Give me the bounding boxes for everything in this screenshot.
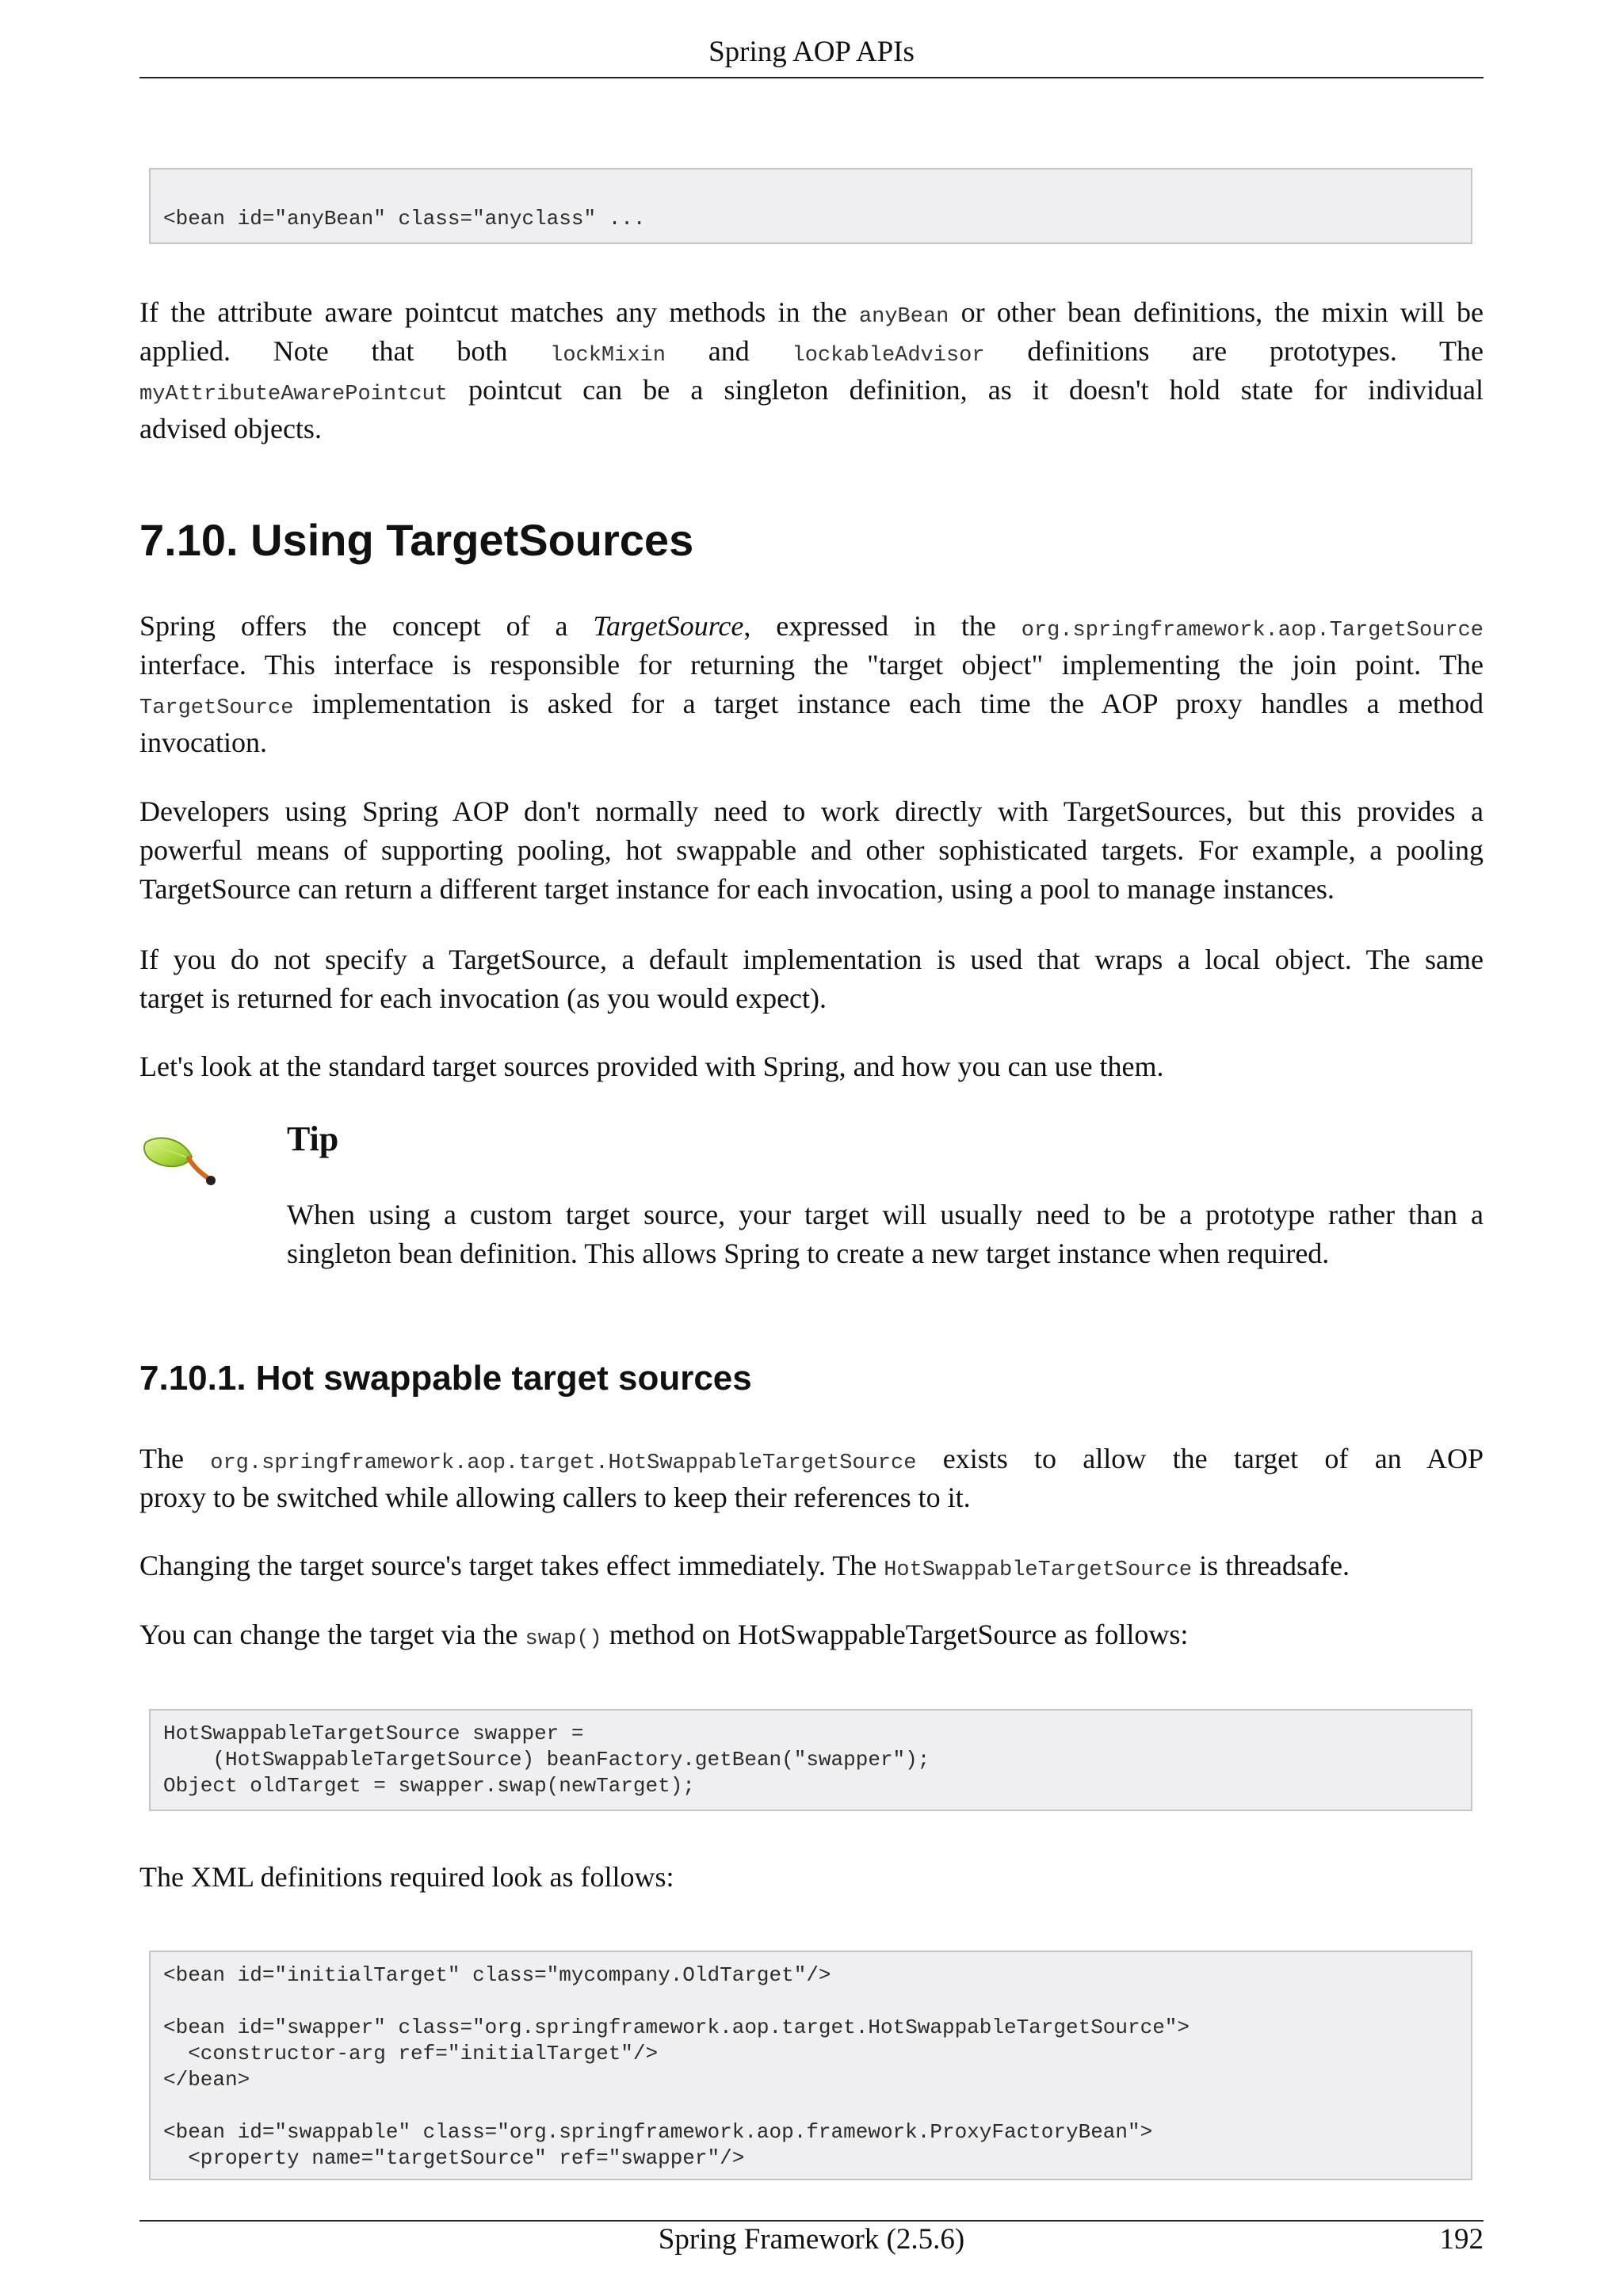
code-block-xml: <bean id="initialTarget" class="mycompany.OldTarget"/> <bean id="swapper" class="org.springframework.aop.target.HotSwappableTargetSource"> <constructor-arg ref="initialTarget"/> </bean> <bean id="swappable" class="org.springframework.aop.framework.ProxyFactoryBean"> <property name="targetSource" ref="swapper"/> <box>149 1951 1472 2180</box>
section-heading: 7.10. Using TargetSources <box>139 515 694 565</box>
paragraph-targetsource-intro: Spring offers the concept of a TargetSource, expressed in the org.springframework.aop.TargetSource interface. This interface is responsible for returning the "target object" implementing the join point. The TargetSource implementation is asked for a target instance each time the AOP proxy handles a method invocation. <box>139 610 1484 758</box>
code-swap: swap() <box>525 1627 602 1651</box>
code-targetsource-interface: org.springframework.aop.TargetSource <box>1021 619 1484 643</box>
code-targetsource: TargetSource <box>139 696 294 720</box>
tip-title: Tip <box>287 1119 339 1158</box>
paragraph-default-implementation: If you do not specify a TargetSource, a default implementation is used that wraps a local object. The same target is returned for each invocation (as you would expect). <box>139 944 1484 1014</box>
code-anybean: anyBean <box>858 305 949 329</box>
paragraph-swap-method: You can change the target via the swap() method on HotSwappableTargetSource as follows: <box>139 1619 1189 1651</box>
code-block-anybean: <bean id="anyBean" class="anyclass" ... <box>149 168 1472 244</box>
subsection-heading: 7.10.1. Hot swappable target sources <box>139 1359 752 1398</box>
paragraph-developers: Developers using Spring AOP don't normally need to work directly with TargetSources, but this provides a powerful means of supporting pooling, hot swappable and other sophisticated targets. For example, a pooling TargetSource can return a different target instance for each invocation, using a pool to manage instances. <box>139 795 1484 905</box>
paragraph-xml-definitions: The XML definitions required look as follows: <box>139 1861 674 1893</box>
running-footer: Spring Framework (2.5.6) <box>658 2223 965 2256</box>
code-lockmixin: lockMixin <box>550 344 666 368</box>
emphasis-targetsource: TargetSource <box>593 610 744 642</box>
tip-body: When using a custom target source, your target will usually need to be a prototype rather than a singleton bean definition. This allows Spring to create a new target instance when required. <box>287 1199 1484 1269</box>
paragraph-attribute-pointcut: If the attribute aware pointcut matches any methods in the anyBean or other bean definitions, the mixin will be applied. Note that both lockMixin and lockableAdvisor definitions are prototypes. The myAttributeAwarePointcut pointcut can be a singleton definition, as it doesn't hold state for individual advised objects. <box>139 296 1484 444</box>
code-hotswappable-class: org.springframework.aop.target.HotSwappableTargetSource <box>210 1451 917 1475</box>
code-hotswappabletargetsource: HotSwappableTargetSource <box>884 1558 1193 1582</box>
header-rule <box>139 77 1484 78</box>
paragraph-standard-sources: Let's look at the standard target sources provided with Spring, and how you can use them. <box>139 1051 1164 1082</box>
code-block-swap: HotSwappableTargetSource swapper = (HotSwappableTargetSource) beanFactory.getBean("swapper"); Object oldTarget = swapper.swap(newTarget); <box>149 1709 1472 1811</box>
code-lockableadvisor: lockableAdvisor <box>792 344 985 368</box>
paragraph-hotswappable-intro: The org.springframework.aop.target.HotSwappableTargetSource exists to allow the target of an AOP proxy to be switched while allowing callers to keep their references to it. <box>139 1443 1484 1513</box>
page-number: 192 <box>1439 2223 1484 2256</box>
leaf-tip-icon <box>143 1135 225 1198</box>
running-header: Spring AOP APIs <box>708 36 915 68</box>
paragraph-threadsafe: Changing the target source's target takes effect immediately. The HotSwappableTargetSource is threadsafe. <box>139 1550 1350 1582</box>
code-myattributeawarepointcut: myAttributeAwarePointcut <box>139 383 448 406</box>
